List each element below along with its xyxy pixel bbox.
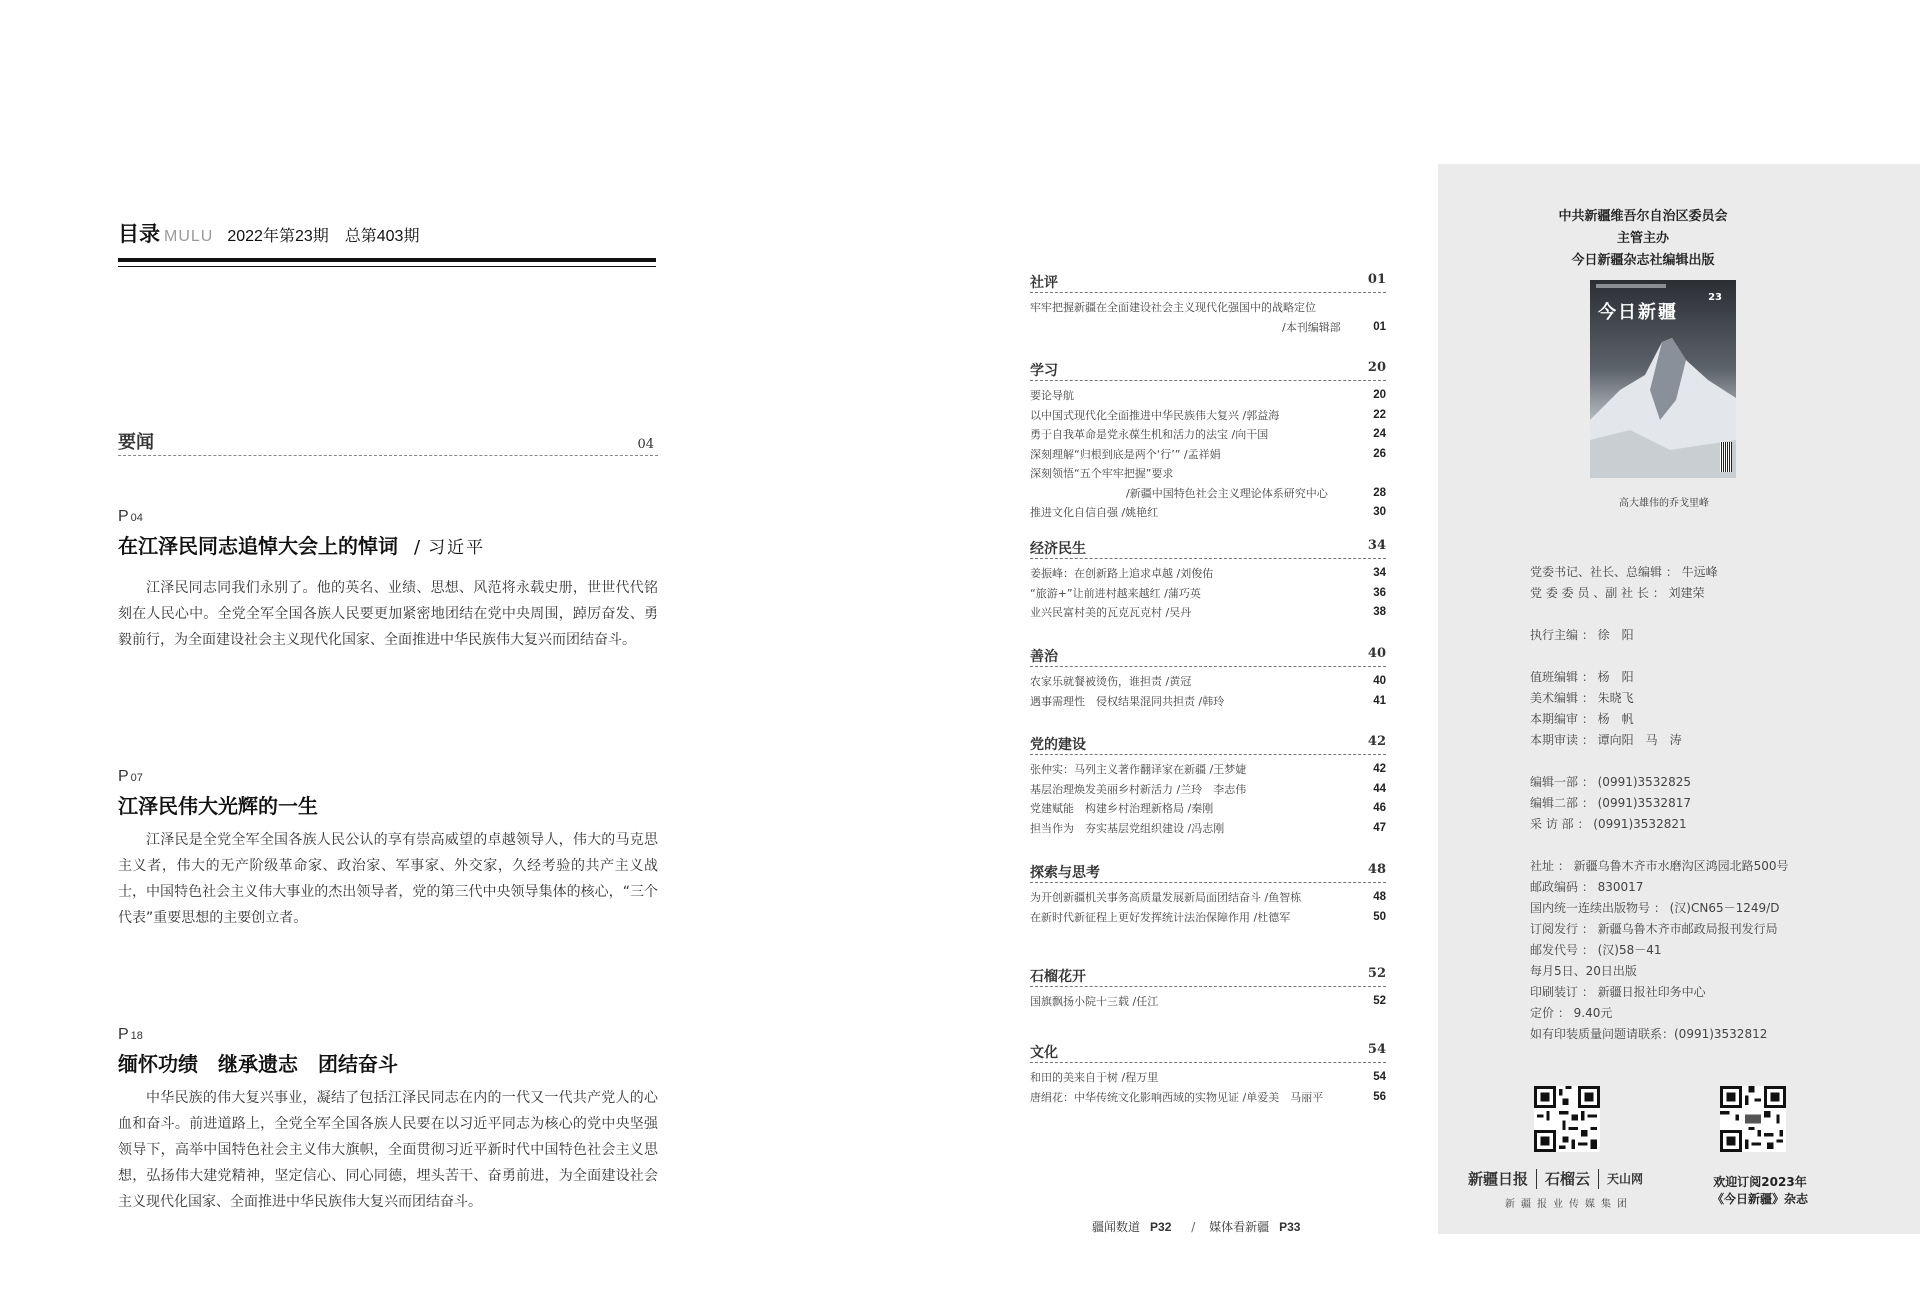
section-title: 要闻: [118, 432, 154, 453]
toc-entry[interactable]: 国旗飘扬小院十三载 /任江 52: [1030, 995, 1386, 1008]
toc-entry[interactable]: 牢牢把握新疆在全面建设社会主义现代化强国中的战略定位: [1030, 301, 1316, 314]
section-header-news: [118, 428, 658, 456]
publisher-block: 中共新疆维吾尔自治区委员会 主管主办 今日新疆杂志社编辑出版: [1558, 209, 1728, 268]
article-author: 习近平: [428, 538, 486, 558]
toc-section-title: 党的建设: [1030, 737, 1086, 753]
group-name: 新疆报业传媒集团: [1505, 1199, 1633, 1210]
article-title[interactable]: 缅怀功绩 继承遗志 团结奋斗: [118, 1052, 398, 1076]
toc-section-page: 54: [1367, 1042, 1386, 1057]
title-separator: /: [414, 537, 421, 558]
cover-header-strip: [1596, 284, 1666, 288]
issue-number: 2022年第23期: [227, 228, 329, 245]
toc-entry[interactable]: 党建赋能 构建乡村治理新格局 /秦刚 46: [1030, 802, 1386, 815]
toc-entry[interactable]: 在新时代新征程上更好发挥统计法治保障作用 /杜德军 50: [1030, 910, 1386, 924]
masthead-title: 目录: [118, 222, 160, 246]
article-summary: 中华民族的伟大复兴事业，凝结了包括江泽民同志在内的一代又一代共产党人的心血和奋斗。前进道路上，全党全军全国各族人民要在以习近平同志为核心的党中央坚强领导下，高举中国特色社会主义伟大旗帜，全面贯彻习近平新时代中国特色社会主义思想，弘扬伟大建党精神，坚定信心、同心同德，埋头苦干、奋勇前进，为全面建设社会主义现代化国家、全面推进中华民族伟大复兴而团结奋斗。: [118, 1090, 658, 1210]
toc-section: [1030, 1040, 1386, 1107]
toc-entry[interactable]: 基层治理焕发美丽乡村新活力 /兰玲 李志伟 44: [1030, 782, 1386, 796]
barcode-icon: [1720, 442, 1732, 472]
toc-entry[interactable]: 姜振峰：在创新路上追求卓越 /刘俊佑 34: [1030, 567, 1386, 580]
toc-section: [1030, 860, 1386, 927]
toc-section-title: 探索与思考: [1030, 865, 1100, 881]
media-group-logos: [1468, 1168, 1668, 1210]
article-page-ref: P 18: [118, 1026, 143, 1043]
cover-title: 今日新疆: [1598, 302, 1678, 323]
toc-section-title: 文化: [1030, 1045, 1058, 1061]
masthead-rule-thin: [118, 266, 656, 267]
toc-section-title: 学习: [1030, 363, 1058, 379]
article-summary: 江泽民同志同我们永别了。他的英名、业绩、思想、风范将永载史册，世世代代铭刻在人民心中。全党全军全国各族人民要更加紧密地团结在党中央周围，踔厉奋发、勇毅前行，为全面建设社会主义现代化国家、全面推进中华民族伟大复兴而团结奋斗。: [118, 580, 658, 648]
toc-section: [1030, 732, 1386, 838]
cover-caption: 高大雄伟的乔戈里峰: [1619, 498, 1709, 509]
toc-entry[interactable]: /新疆中国特色社会主义理论体系研究中心 28: [1126, 486, 1386, 500]
left-page: [118, 218, 658, 1210]
toc-entry[interactable]: “旅游+”让前进村越来越红 /蒲巧英 36: [1030, 586, 1386, 600]
toc-section-title: 善治: [1030, 649, 1058, 665]
toc-entry[interactable]: 以中国式现代化全面推进中华民族伟大复兴 /郭益海 22: [1030, 408, 1386, 422]
toc-entry[interactable]: 推进文化自信自强 /姚艳红 30: [1030, 506, 1386, 519]
toc-section-page: 52: [1367, 966, 1386, 981]
toc-section: [1030, 964, 1386, 1012]
toc-entry[interactable]: 农家乐就餐被烫伤，谁担责 /黄冠 40: [1030, 675, 1386, 688]
toc-section-title: 石榴花开: [1030, 969, 1086, 985]
qr-code-icon[interactable]: [1720, 1086, 1786, 1152]
logo-tianshan-net: 天山网: [1607, 1172, 1644, 1186]
toc-footer: [1092, 1218, 1306, 1235]
section-page: 04: [637, 437, 654, 452]
toc-entry[interactable]: 张仲实：马列主义著作翻译家在新疆 /王梦婕 42: [1030, 763, 1386, 776]
masthead-title-en: MULU: [164, 228, 214, 245]
toc-section: [1030, 270, 1386, 337]
logo-shiliuyun: 石榴云: [1545, 1170, 1591, 1188]
toc-section-page: 42: [1367, 734, 1386, 749]
toc-entry[interactable]: 深刻领悟“五个牢牢把握”要求: [1030, 467, 1174, 480]
toc-section-page: 34: [1367, 538, 1386, 553]
toc-section-title: 社评: [1030, 275, 1058, 291]
toc-entry[interactable]: 为开创新疆机关事务高质量发展新局面团结奋斗 /鱼智栋 48: [1030, 891, 1386, 904]
cover-issue-number: 23: [1708, 292, 1722, 303]
feature-article[interactable]: [118, 1026, 658, 1215]
toc-entry[interactable]: 深刻理解“归根到底是两个‘行’” /孟祥娟 26: [1030, 447, 1386, 461]
subscribe-note: 欢迎订阅2023年 《今日新疆》杂志: [1711, 1175, 1808, 1206]
staff-masthead: 党委书记、社长、总编辑 ： 牛远峰 党 委 委 员 、副 社 长 ： 刘建荣 执行主编 ： 徐 阳 值班编辑 ： 杨 阳 美术编辑 ： 朱晓飞 本期编审 ： 杨 帆 本期审读 ： 谭向阳 马 涛 编辑一部 ： (0991)3532825 编辑二部 ： (0991)3532817 采 访 部 ： (0991)3532821 社址 ： 新疆乌鲁木齐市水磨沟区鸿园北路500号 邮政编码 ： 830017 国内统一连续出版物号 ： (汉)CN65－1249/D 订阅发行 ： 新疆乌鲁木齐市邮政局报刊发行局 邮发代号 ： (汉)58－41 每月5日、20日出版 印刷装订 ： 新疆日报社印务中心 定价 ： 9.40元 如有印装质量问题请联系：(0991)3532812: [1530, 565, 1789, 1041]
toc-entry[interactable]: /本刊编辑部 01: [1282, 320, 1386, 334]
masthead-rule: [118, 258, 656, 262]
total-issue-number: 总第403期: [344, 228, 420, 245]
toc-section-page: 40: [1367, 646, 1386, 661]
footer-link-b[interactable]: 媒体看新疆: [1209, 1220, 1270, 1234]
article-page-ref: P 04: [118, 508, 143, 525]
toc-section-page: 48: [1367, 862, 1386, 877]
logo-xinjiang-daily: 新疆日报: [1468, 1170, 1529, 1188]
toc-section-title: 经济民生: [1030, 541, 1086, 557]
toc-section-page: 20: [1367, 360, 1386, 375]
toc-section: [1030, 536, 1386, 623]
footer-separator: /: [1191, 1220, 1196, 1234]
toc-entry[interactable]: 唐绢花：中华传统文化影响西域的实物见证 /单爱美 马丽平 56: [1030, 1090, 1386, 1104]
toc-entry[interactable]: 和田的美来自于树 /程万里 54: [1030, 1071, 1386, 1084]
toc-section-page: 01: [1367, 272, 1386, 287]
cover-thumbnail[interactable]: [1590, 280, 1736, 478]
toc-section: [1030, 644, 1386, 711]
footer-page-a: P32: [1150, 1220, 1172, 1234]
article-title[interactable]: 在江泽民同志追悼大会上的悼词 / 习近平: [118, 534, 486, 558]
feature-article[interactable]: [118, 768, 658, 931]
toc-entry[interactable]: 遇事需理性 侵权结果混同共担责 /韩玲 41: [1030, 694, 1386, 708]
qr-code-icon[interactable]: [1534, 1086, 1600, 1152]
colophon-panel: [1438, 164, 1920, 1234]
feature-article[interactable]: [118, 508, 658, 653]
toc-entry[interactable]: 担当作为 夯实基层党组织建设 /冯志刚 47: [1030, 821, 1386, 835]
footer-link-a[interactable]: 疆闻数道: [1092, 1220, 1141, 1234]
toc-section: [1030, 358, 1386, 523]
masthead: [118, 218, 658, 252]
toc-entry[interactable]: 勇于自我革命是党永葆生机和活力的法宝 /向干国 24: [1030, 428, 1386, 441]
footer-page-b: P33: [1279, 1220, 1301, 1234]
article-page-ref: P 07: [118, 768, 143, 785]
article-summary: 江泽民是全党全军全国各族人民公认的享有崇高威望的卓越领导人，伟大的马克思主义者，伟大的无产阶级革命家、政治家、军事家、外交家，久经考验的共产主义战士，中国特色社会主义伟大事业的杰出领导者，党的第三代中央领导集体的核心，“三个代表”重要思想的主要创立者。: [118, 832, 658, 926]
toc-entry[interactable]: 要论导航 20: [1030, 389, 1386, 402]
toc-entry[interactable]: 业兴民富村美的瓦克瓦克村 /吴丹 38: [1030, 606, 1386, 619]
article-title[interactable]: 江泽民伟大光辉的一生: [118, 794, 318, 818]
